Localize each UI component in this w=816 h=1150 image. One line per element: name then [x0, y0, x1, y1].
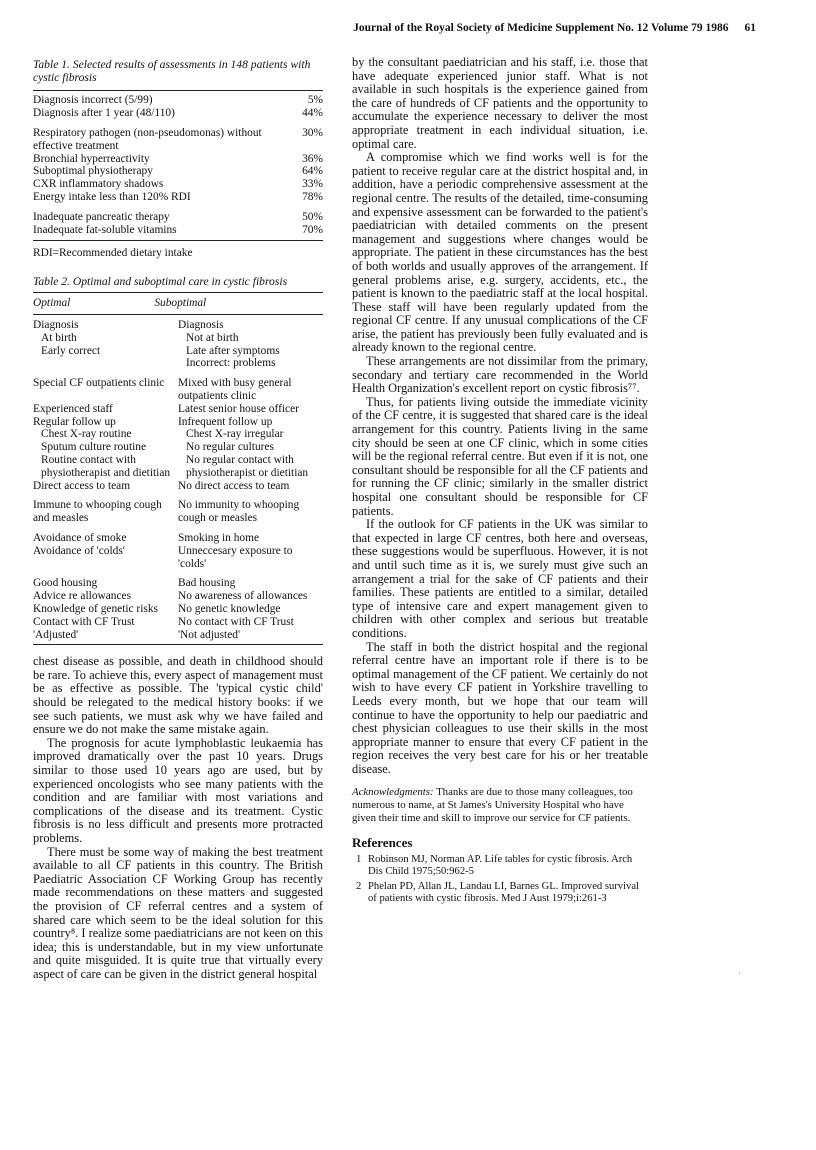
paragraph: A compromise which we find works well is for the patient to receive regular care at the district hospital and, in addition, have a periodic comprehensive assessment at the regional centre. The results of the detailed, time-consuming and expensive assessment can be forwarded to the patient's paediatrician with detailed comments on the present management and suggestions where changes would be appropriate. The patient in these circumstances has the best of both worlds and usually approves of the arrangement. If general problems arise, e.g. surgery, accidents, etc., the patient is known to the paediatric staff at the local hospital. These staff will have been regularly updated from the regional CF centre. If any unusual complications of the CF arise, the patient has previously been fully evaluated and is already known to the regional centre. — [352, 150, 648, 355]
table2-suboptimal-cell: Latest senior house officer — [178, 402, 299, 415]
table1-bottom-rule — [33, 240, 323, 241]
table2-suboptimal-cell: Unneccesary exposure to 'colds' — [178, 544, 293, 570]
table2-row — [33, 332, 323, 345]
table2-suboptimal-cell: No contact with CF Trust — [178, 615, 294, 628]
table2-optimal-cell: Avoidance of 'colds' — [33, 544, 125, 557]
table2-row — [33, 377, 323, 403]
table1-label: Inadequate pancreatic therapy — [33, 210, 170, 223]
acknowledgments-label: Acknowledgments: — [352, 786, 434, 799]
table1-label: Energy intake less than 120% RDI — [33, 190, 191, 203]
table2-optimal-cell: Avoidance of smoke — [33, 531, 127, 544]
table1-label: Bronchial hyperreactivity — [33, 152, 150, 165]
paragraph: These arrangements are not dissimilar from the primary, secondary and tertiary care recommended in the World Health Organization's excellent report on cystic fibrosis⁷⁷. — [352, 354, 648, 396]
table2-suboptimal-cell: Infrequent follow up — [178, 415, 273, 428]
table2-optimal-cell: 'Adjusted' — [33, 628, 79, 641]
table1-row — [33, 191, 323, 204]
reference-text: Robinson MJ, Norman AP. Life tables for cystic fibrosis. Arch Dis Child 1975;50:962-5 — [368, 853, 633, 878]
table2-suboptimal-cell: Late after symptoms — [186, 344, 280, 357]
table2-row — [33, 345, 323, 358]
table1-caption: Table 1. Selected results of assessments in 148 patients with cystic fibrosis — [33, 58, 311, 85]
table2-optimal-cell: Knowledge of genetic risks — [33, 602, 158, 615]
table1-value: 44% — [302, 107, 323, 120]
table1-row — [33, 224, 323, 237]
table2-suboptimal-cell: Bad housing — [178, 577, 236, 590]
table2-optimal-cell: Immune to whooping cough and measles — [33, 499, 162, 525]
page-number: 61 — [744, 22, 756, 34]
table2-row — [33, 480, 323, 493]
table2-row — [33, 603, 323, 616]
table1-note: RDI=Recommended dietary intake — [33, 247, 193, 260]
table1-value: 70% — [302, 223, 323, 236]
table2-suboptimal-cell: Mixed with busy general outpatients clinic — [178, 377, 292, 402]
table1-label: Suboptimal physiotherapy — [33, 165, 153, 178]
table2-row — [33, 590, 323, 603]
table2-optimal-cell: Good housing — [33, 577, 98, 590]
table1-label: Diagnosis after 1 year (48/110) — [33, 107, 175, 120]
table2-bottom-rule — [33, 644, 323, 645]
paragraph: The prognosis for acute lymphoblastic leukaemia has improved dramatically over the past 10 years. Drugs similar to those used 10 years ago are used, but by experienced oncologists who see many patients with the condition and are familiar with most variations and complications of the disease and its treatment. Cystic fibrosis is no less difficult and presents more protracted problems. — [33, 735, 323, 846]
table2-optimal-cell: Contact with CF Trust — [33, 615, 135, 628]
left-body-text — [33, 655, 323, 981]
table2-optimal-cell: At birth — [41, 331, 77, 344]
table1-value: 64% — [302, 165, 323, 178]
table2-row — [33, 428, 323, 441]
table2-row — [33, 319, 323, 332]
table2-row — [33, 577, 323, 590]
paragraph: chest disease as possible, and death in childhood should be rare. To achieve this, every aspect of management must be as effective as possible. The 'typical cystic child' should be relegated to the medical history books: if we see such patients, we must ask why we have failed and ensure we do not make the same mistake again. — [33, 654, 323, 737]
paragraph: There must be some way of making the best treatment available to all CF patients in this country. The British Paediatric Association CF Working Group has recently made recommendations on these matters and suggested the provision of CF referral centres and a system of shared care which seem to be the ideal solution for this country⁸. I realize some paediatricians are not keen on this idea; this is understandable, but in my view unfortunate and quite misguided. It is quite true that virtually every aspect of care can be given in the district general hospital — [33, 844, 323, 981]
table2-optimal-cell: Direct access to team — [33, 479, 131, 492]
table2-row — [33, 357, 323, 370]
table2-optimal-cell: Sputum culture routine — [41, 441, 147, 454]
reference-number: 2 — [356, 880, 362, 892]
table2-optimal-cell: Special CF outpatients clinic — [33, 377, 165, 390]
table2-suboptimal-cell: No genetic knowledge — [178, 602, 281, 615]
table2-optimal-cell: Diagnosis — [33, 318, 79, 331]
table2-caption: Table 2. Optimal and suboptimal care in cystic fibrosis — [33, 274, 288, 288]
paragraph: by the consultant paediatrician and his staff, i.e. those that have adequate experienced junior staff. What is not available in such hospitals is the experience gained from the care of hundreds of CF patients and the opportunity to accumulate the experience necessary to deliver the most appropriate treatment in each individual situation, i.e. optimal care. — [352, 55, 648, 151]
running-header — [353, 22, 756, 34]
table2-suboptimal-cell: Chest X-ray irregular — [186, 428, 284, 441]
reference-text: Phelan PD, Allan JL, Landau LI, Barnes GL. Improved survival of patients with cystic fibrosis. Med J Aust 1979;i:261-3 — [368, 880, 639, 905]
table1-row — [33, 211, 323, 224]
table2-row — [33, 454, 323, 480]
table1-value: 30% — [302, 127, 323, 139]
table1-row — [33, 107, 323, 120]
table2-header-suboptimal: Suboptimal — [154, 297, 207, 310]
table2-row — [33, 616, 323, 629]
table2-suboptimal-cell: Smoking in home — [178, 531, 260, 544]
table1-value: 36% — [302, 152, 323, 165]
table2-row — [33, 532, 323, 545]
right-column — [352, 56, 648, 907]
table2-optimal-cell: Routine contact with physiotherapist and dietitian — [41, 453, 171, 479]
table2-suboptimal-cell: No regular cultures — [186, 441, 274, 454]
reference-number: 1 — [356, 853, 362, 865]
table1-row — [33, 127, 323, 153]
paragraph: If the outlook for CF patients in the UK was similar to that expected in large CF centres, both here and overseas, these suggestions would be superfluous. However, it is not and until such time as it is, we surely must give such an arrangement a trial for the sake of CF patients and their families. These patients are entitled to a similar, detailed type of intensive care and expert management given to children with other complex and serious but treatable conditions. — [352, 517, 648, 640]
table2-suboptimal-cell: No direct access to team — [178, 479, 290, 492]
table2-header-optimal: Optimal — [33, 297, 71, 310]
left-column — [33, 58, 323, 982]
table2-body — [33, 319, 323, 641]
table1-value: 50% — [302, 210, 323, 223]
table2-suboptimal-cell: No immunity to whooping cough or measles — [178, 499, 300, 525]
acknowledgments — [352, 786, 648, 824]
reference-item — [352, 881, 648, 906]
acknowledgments-text: Thanks are due to those many colleagues, too numerous to name, at St James's University Hospital who have given their time and skill to improve our service for CF patients. — [352, 786, 633, 824]
table1-label: Diagnosis incorrect (5/99) — [33, 94, 153, 107]
journal-title: Journal of the Royal Society of Medicine Supplement No. 12 Volume 79 1986 — [353, 22, 729, 34]
table1-label: Inadequate fat-soluble vitamins — [33, 223, 177, 236]
table1-value: 78% — [302, 190, 323, 203]
table2-optimal-cell — [33, 357, 178, 370]
reference-item — [352, 854, 648, 879]
table2-suboptimal-cell: No awareness of allowances — [178, 590, 308, 603]
table2-optimal-cell: Chest X-ray routine — [41, 428, 132, 441]
paragraph: The staff in both the district hospital and the regional referral centre have an important role if there is to be optimal management of the CF patient. We certainly do not wish to have every CF patient in Yorkshire travelling to Leeds every month, but we hope that our team will continue to have the opportunity to help our paediatric and chest physician colleagues to use their skills in the most appropriate manner to ensure that every CF patient in the region receives the very best care for his or her treatable disease. — [352, 639, 648, 776]
table2-row — [33, 499, 323, 525]
table2 — [33, 293, 323, 314]
table1-value: 33% — [302, 178, 323, 191]
table2-row — [33, 403, 323, 416]
table1-row — [33, 165, 323, 178]
table2-suboptimal-cell: Not at birth — [186, 331, 239, 344]
right-body-text — [352, 56, 648, 776]
table2-suboptimal-cell: No regular contact with physiotherapist or dietitian — [186, 453, 309, 479]
table2-row — [33, 416, 323, 429]
table1-row — [33, 153, 323, 166]
table1 — [33, 94, 323, 236]
table2-optimal-cell: Experienced staff — [33, 402, 113, 415]
table2-suboptimal-cell: Incorrect: problems — [186, 357, 276, 370]
paragraph: Thus, for patients living outside the immediate vicinity of the CF centre, it is suggested that shared care is the ideal arrangement for this country. Patients living in the same city should be seen at one CF clinic, which in some cities will be the regional referral centre. But even if it is not, one consultant should be responsible for all the CF patients and for running the CF clinic; similarly in the smaller district hospital one consultant should be responsible for CF patients. — [352, 394, 648, 518]
table2-suboptimal-cell: 'Not adjusted' — [178, 628, 240, 641]
table1-top-rule — [33, 90, 323, 91]
table2-row — [33, 629, 323, 642]
table1-row — [33, 94, 323, 107]
references-list — [352, 854, 648, 906]
table2-suboptimal-cell: Diagnosis — [178, 318, 224, 331]
table1-label: Respiratory pathogen (non-pseudomonas) without effective treatment — [33, 127, 262, 152]
table2-header-rule — [33, 314, 323, 315]
table2-row — [33, 441, 323, 454]
table2-row — [33, 545, 323, 571]
table1-value: 5% — [307, 94, 323, 107]
table2-optimal-cell: Regular follow up — [33, 415, 116, 428]
table1-label: CXR inflammatory shadows — [33, 178, 164, 191]
table1-row — [33, 178, 323, 191]
table2-optimal-cell: Advice re allowances — [33, 590, 132, 603]
scan-speck: · — [738, 968, 741, 978]
table2-optimal-cell: Early correct — [41, 344, 101, 357]
references-heading: References — [352, 835, 413, 851]
